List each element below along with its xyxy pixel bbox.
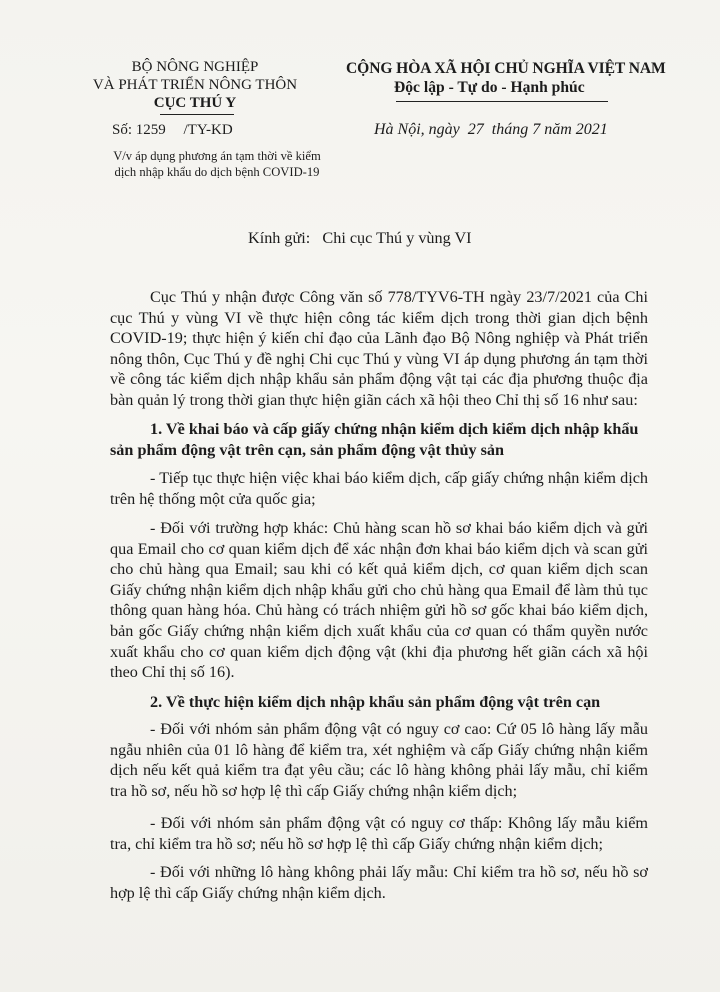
section-2-item-2-text: - Đối với nhóm sản phẩm động vật có nguy cơ thấp: Không lấy mẫu kiểm tra, chỉ kiểm tra hồ sơ; nếu hồ sơ hợp lệ thì cấp Giấy chứng nhận kiểm dịch; [110, 814, 648, 853]
motto-underline [396, 101, 608, 102]
document-number-suffix: /TY-KD [183, 122, 233, 138]
ministry-name [70, 58, 320, 112]
department-name: CỤC THÚ Y [153, 95, 237, 111]
section-1-item-1 [110, 468, 648, 509]
ministry-line-1: BỘ NÔNG NGHIỆP [131, 59, 259, 75]
country-name: CỘNG HÒA XÃ HỘI CHỦ NGHĨA VIỆT NAM [346, 60, 666, 77]
intro-paragraph [110, 287, 648, 411]
section-2-item-1-text: - Đối với nhóm sản phẩm động vật có nguy cơ cao: Cứ 05 lô hàng lấy mẫu ngẫu nhiên của 01 lô hàng để kiểm tra, xét nghiệm và cấp Giấy chứng nhận kiểm dịch nếu kết quả kiểm tra đạt yêu cầu; các lô hàng không phải lấy mẫu, chỉ kiểm tra hồ sơ, nếu hồ sơ hợp lệ thì cấp Giấy chứng nhận kiểm dịch; [110, 720, 648, 800]
document-number [112, 122, 233, 139]
section-1-heading-text: 1. Về khai báo và cấp giấy chứng nhận kiểm dịch kiểm dịch nhập khẩu sản phẩm động vật trên cạn, sản phẩm động vật thủy sản [110, 420, 639, 459]
section-1-item-2 [110, 518, 648, 683]
subject-line-2: dịch nhập khẩu do dịch bệnh COVID-19 [114, 165, 320, 179]
subject-line-1: V/v áp dụng phương án tạm thời về kiểm [113, 149, 321, 163]
recipient-line: Kính gửi: Chi cục Thú y vùng VI [248, 229, 472, 247]
section-2-heading-text: 2. Về thực hiện kiểm dịch nhập khẩu sản phẩm động vật trên cạn [150, 693, 601, 711]
section-2-item-1 [110, 719, 648, 801]
national-motto: Độc lập - Tự do - Hạnh phúc [394, 79, 585, 96]
document-number-label: Số: 1259 [112, 122, 166, 138]
section-1-heading [110, 419, 648, 460]
subject-block [82, 148, 352, 180]
section-1-item-2-text: - Đối với trường hợp khác: Chủ hàng scan hồ sơ khai báo kiểm dịch và gửi qua Email cho cơ quan kiểm dịch để xác nhận đơn khai báo kiểm dịch và scan gửi cho chủ hàng qua Email; sau khi có kết quả kiểm dịch, cơ quan kiểm dịch scan Giấy chứng nhận kiểm dịch nhập khẩu gửi cho chủ hàng qua Email để làm thủ tục thông quan hàng hóa. Chủ hàng có trách nhiệm gửi hồ sơ gốc khai báo kiểm dịch, bản gốc Giấy chứng nhận kiểm dịch xuất khẩu của cơ quan có thẩm quyền nước xuất khẩu cho cơ quan kiểm dịch động vật (khi địa phương hết giãn cách xã hội theo Chỉ thị số 16). [110, 519, 648, 682]
section-2-item-3 [110, 862, 648, 903]
section-2-item-3-text: - Đối với những lô hàng không phải lấy mẫu: Chỉ kiểm tra hồ sơ, nếu hồ sơ hợp lệ thì cấp Giấy chứng nhận kiểm dịch. [110, 863, 648, 902]
place-and-date: Hà Nội, ngày 27 tháng 7 năm 2021 [374, 121, 608, 138]
section-2-item-2 [110, 813, 648, 854]
section-2-heading [110, 692, 648, 713]
department-underline [160, 114, 234, 115]
intro-text: Cục Thú y nhận được Công văn số 778/TYV6-TH ngày 23/7/2021 của Chi cục Thú y vùng VI về thực hiện công tác kiểm dịch trong thời gian dịch bệnh COVID-19; thực hiện ý kiến chỉ đạo của Lãnh đạo Bộ Nông nghiệp và Phát triển nông thôn, Cục Thú y đề nghị Chi cục Thú y vùng VI áp dụng phương án tạm thời về công tác kiểm dịch nhập khẩu sản phẩm động vật tại các địa phương thuộc địa bàn quản lý trong thời gian thực hiện giãn cách xã hội theo Chỉ thị số 16 như sau: [110, 288, 648, 409]
section-1-item-1-text: - Tiếp tục thực hiện việc khai báo kiểm dịch, cấp giấy chứng nhận kiểm dịch trên hệ thống một cửa quốc gia; [110, 469, 648, 508]
ministry-line-2: VÀ PHÁT TRIỂN NÔNG THÔN [92, 77, 298, 93]
